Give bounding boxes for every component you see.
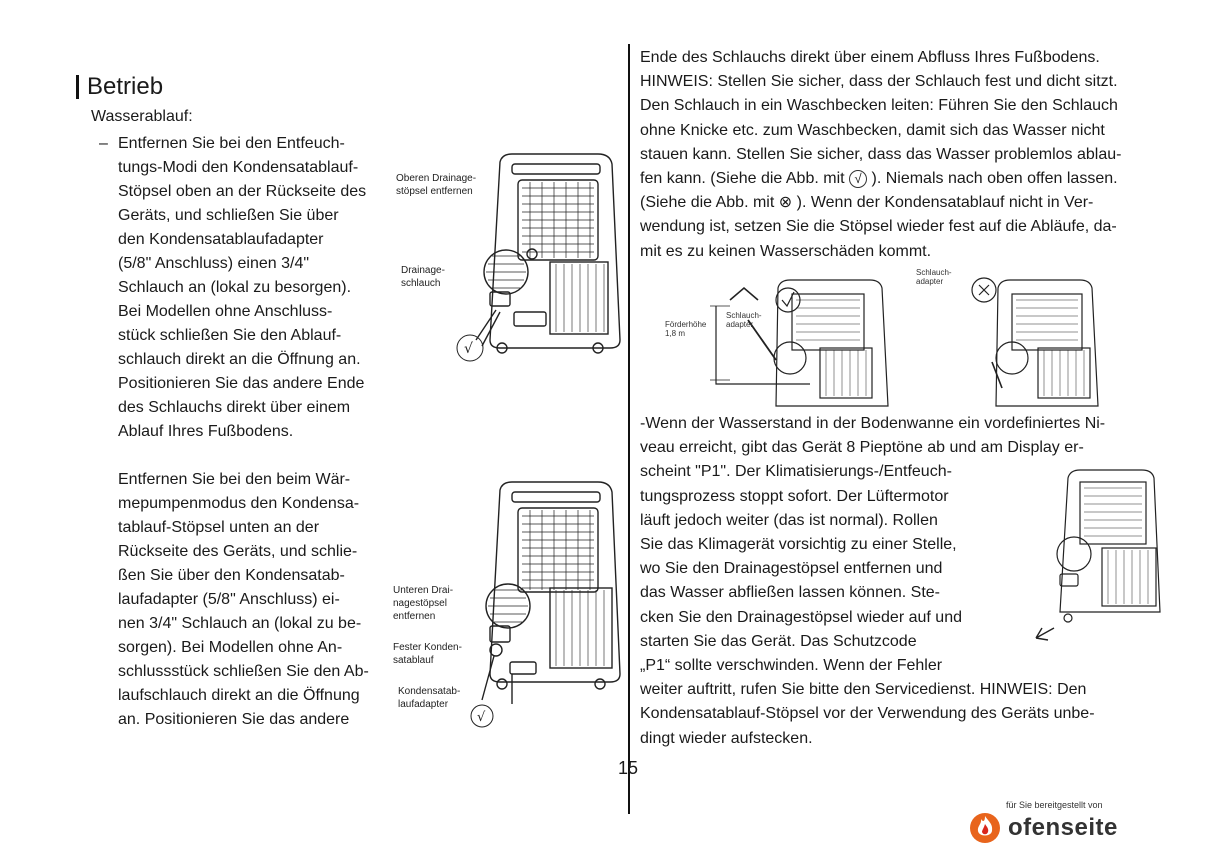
- column-divider: [628, 44, 630, 814]
- bullet-dash: –: [99, 135, 108, 152]
- text-line: ßen Sie über den Kondensatab-: [118, 567, 345, 584]
- text-line: Ablauf Ihres Fußbodens.: [118, 423, 294, 440]
- text-line: weiter auftritt, rufen Sie bitte den Servicedienst. HINWEIS: Den: [640, 681, 1087, 699]
- text-line: schlauch direkt an die Öffnung an.: [118, 351, 361, 368]
- label-line: Förderhöhe: [665, 320, 707, 329]
- text-fragment: ). Niemals nach oben offen lassen.: [871, 170, 1118, 188]
- label-line: Fester Konden-: [393, 642, 462, 653]
- text-line: an. Positionieren Sie das andere: [118, 711, 350, 728]
- text-line: laufadapter (5/8" Anschluss) ei-: [118, 591, 340, 608]
- left-paragraph-1: [118, 132, 366, 444]
- heading-text: Betrieb: [87, 73, 164, 100]
- ac-unit-left: [748, 280, 888, 406]
- text-line: laufschlauch direkt an die Öffnung: [118, 687, 360, 704]
- text-line: mit es zu keinen Wasserschäden kommt.: [640, 242, 932, 260]
- footer-brand: ofenseite: [1008, 814, 1118, 841]
- text-fragment: fen kann. (Siehe die Abb. mit: [640, 170, 845, 188]
- text-line: [640, 191, 1121, 215]
- text-line: Entfernen Sie bei den beim Wär-: [118, 471, 351, 488]
- text-line: tungsprozess stoppt sofort. Der Lüftermotor: [640, 487, 949, 505]
- label-line: laufadapter: [398, 699, 449, 710]
- text-line: mepumpenmodus den Kondensa-: [118, 495, 360, 512]
- text-line: Positionieren Sie das andere Ende: [118, 375, 365, 392]
- text-line: tungs-Modi den Kondensatablauf-: [118, 159, 359, 176]
- label-line: adapter: [726, 320, 754, 329]
- hose-loop: [730, 288, 758, 300]
- text-line: veau erreicht, gibt das Gerät 8 Pieptöne ab und am Display er-: [640, 439, 1084, 457]
- text-line: nen 3/4" Schlauch an (lokal zu be-: [118, 615, 362, 632]
- cross-symbol-icon: ⊗: [778, 194, 793, 212]
- ac-unit-illustration: [1036, 470, 1160, 640]
- text-fragment: ). Wenn der Kondensatablauf nicht in Ver-: [796, 194, 1094, 212]
- label-line: adapter: [916, 277, 944, 286]
- text-line: „P1“ sollte verschwinden. Wenn der Fehler: [640, 657, 943, 675]
- text-line: Schlauch an (lokal zu besorgen).: [118, 279, 352, 296]
- text-line: das Wasser abfließen lassen können. Ste-: [640, 584, 941, 602]
- text-line: Entfernen Sie bei den Entfeuch-: [118, 135, 345, 152]
- text-line: Stöpsel oben an der Rückseite des: [118, 183, 367, 200]
- text-fragment: (Siehe die Abb. mit: [640, 194, 775, 212]
- text-line: Kondensatablauf-Stöpsel vor der Verwendung des Geräts unbe-: [640, 705, 1095, 723]
- label-line: Schlauch-: [916, 268, 952, 277]
- text-line: läuft jedoch weiter (das ist normal). Rollen: [640, 511, 938, 529]
- figure-drain-plug-removal: [1028, 462, 1168, 652]
- left-paragraph-2: [118, 468, 369, 732]
- text-line: cken Sie den Drainagestöpsel wieder auf und: [640, 608, 962, 626]
- text-line: wo Sie den Drainagestöpsel entfernen und: [640, 560, 943, 578]
- text-line: Rückseite des Geräts, und schlie-: [118, 543, 358, 560]
- label-line: Oberen Drainage-: [396, 173, 477, 184]
- label-line: Schlauch-: [726, 311, 762, 320]
- label-line: stöpsel entfernen: [396, 186, 473, 197]
- text-line: stück schließen Sie den Ablauf-: [118, 327, 342, 344]
- label-line: entfernen: [393, 611, 436, 622]
- text-line: [640, 167, 1121, 191]
- heading-bar: [76, 75, 79, 99]
- check-mark: √: [464, 341, 473, 357]
- label-line: Unteren Drai-: [393, 585, 454, 596]
- text-line: sorgen). Bei Modellen ohne An-: [118, 639, 343, 656]
- text-line: Sie das Klimagerät vorsichtig zu einer Stelle,: [640, 536, 957, 554]
- text-line: stauen kann. Stellen Sie sicher, dass das Wasser problemlos ablau-: [640, 145, 1122, 163]
- check-symbol-icon: √: [849, 170, 867, 188]
- label-line: Drainage-: [401, 265, 445, 276]
- check-mark: √: [477, 710, 486, 725]
- text-line: -Wenn der Wasserstand in der Bodenwanne ein vordefiniertes Ni-: [640, 415, 1106, 432]
- ac-unit-illustration: [482, 482, 620, 704]
- label-drain-adapter: [398, 685, 460, 711]
- right-paragraph-1: [640, 46, 1121, 264]
- label-line: Kondensatab-: [398, 686, 461, 697]
- text-line: ohne Knicke etc. zum Waschbecken, damit sich das Wasser nicht: [640, 121, 1105, 139]
- subheading: Wasserablauf:: [91, 108, 193, 125]
- ac-unit-right: [992, 280, 1098, 406]
- ac-unit-illustration: [476, 154, 620, 353]
- text-line: scheint "P1". Der Klimatisierungs-/Entfeuch-: [640, 463, 952, 481]
- label-hose-adapter-left: [726, 311, 762, 329]
- text-line: Ende des Schlauchs direkt über einem Abfluss Ihres Fußbodens.: [640, 49, 1100, 66]
- figure-hose-position: [660, 270, 1100, 416]
- text-line: (5/8" Anschluss) einen 3/4": [118, 255, 310, 272]
- text-line: starten Sie das Gerät. Das Schutzcode: [640, 632, 917, 650]
- text-line: Bei Modellen ohne Anschluss-: [118, 303, 333, 320]
- text-line: des Schlauchs direkt über einem: [118, 399, 351, 416]
- text-line: den Kondensatablaufadapter: [118, 231, 324, 248]
- text-line: Geräts, und schließen Sie über: [118, 207, 339, 224]
- text-line: schlussstück schließen Sie den Ab-: [118, 663, 369, 680]
- label-lower-plug: [393, 584, 453, 623]
- label-line: 1,8 m: [665, 329, 686, 338]
- flame-logo-icon: [968, 810, 1002, 844]
- label-lift-height: [665, 320, 706, 338]
- text-line: wendung ist, setzen Sie die Stöpsel wieder fest auf die Abläufe, da-: [640, 218, 1117, 236]
- label-line: satablauf: [393, 655, 434, 666]
- text-line: dingt wieder aufstecken.: [640, 729, 813, 747]
- page-heading: [76, 72, 163, 102]
- label-upper-plug: [396, 172, 476, 198]
- label-hose-adapter-right: [916, 268, 952, 286]
- text-line: tablauf-Stöpsel unten an der: [118, 519, 320, 536]
- label-line: schlauch: [401, 278, 441, 289]
- page-number: 15: [618, 758, 639, 778]
- label-fixed-drain: [393, 641, 462, 667]
- label-drain-hose: [401, 264, 445, 290]
- text-line: Den Schlauch in ein Waschbecken leiten: Führen Sie den Schlauch: [640, 97, 1118, 115]
- footer-credit: für Sie bereitgestellt von: [1006, 800, 1103, 810]
- text-line: HINWEIS: Stellen Sie sicher, dass der Schlauch fest und dicht sitzt.: [640, 73, 1118, 91]
- label-line: nagestöpsel: [393, 598, 447, 609]
